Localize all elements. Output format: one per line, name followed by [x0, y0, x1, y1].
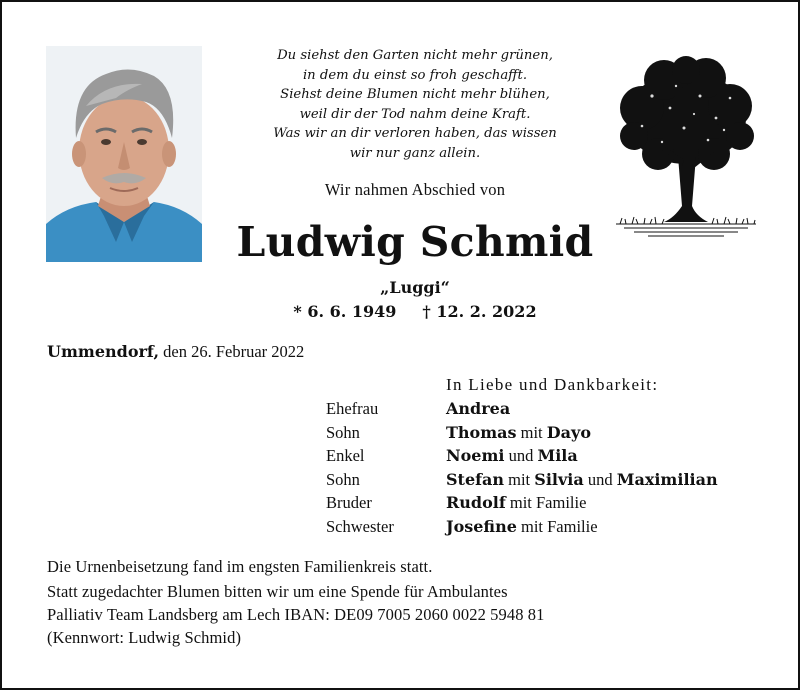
poem-line: Siehst deine Blumen nicht mehr blühen, [280, 87, 550, 102]
place-date [47, 342, 304, 362]
family-relation: Enkel [326, 446, 365, 465]
burial-note: Die Urnenbeisetzung fand im engsten Familienkreis statt. [47, 557, 433, 576]
poem-line: weil dir der Tod nahm deine Kraft. [299, 106, 531, 122]
family-relation: Bruder [326, 493, 372, 512]
family-connector: mit Familie [516, 516, 598, 536]
family-member-name: Thomas [446, 422, 517, 442]
deceased-name: Ludwig Schmid [236, 218, 594, 266]
poem-line: in dem du einst so froh geschafft. [302, 67, 528, 83]
family-member-name: Rudolf [446, 493, 506, 512]
family-member-name: Stefan [446, 469, 505, 489]
family-names [446, 491, 586, 515]
family-connector: mit [504, 469, 535, 489]
portrait-photo [46, 46, 202, 262]
portrait-image [46, 46, 202, 262]
family-names [446, 397, 510, 421]
family-connector: mit [516, 422, 547, 442]
family-member-name: Mila [537, 446, 578, 465]
death-date: † 12. 2. 2022 [422, 302, 537, 321]
birth-date: * 6. 6. 1949 [293, 302, 397, 321]
poem-line: Was wir an dir verloren haben, das wissen [273, 126, 557, 141]
family-member-name: Noemi [446, 446, 505, 465]
family-names [446, 468, 718, 492]
family-names [446, 515, 598, 539]
family-member-name: Silvia [534, 469, 584, 489]
thanks-heading: In Liebe und Dankbarkeit: [446, 375, 659, 394]
tree-icon [612, 56, 760, 246]
poem-line: wir nur ganz allein. [349, 145, 481, 161]
tree-graphic [612, 56, 760, 246]
family-member-name: Josefine [446, 516, 517, 536]
family-member-name: Dayo [546, 422, 591, 442]
nickname: „Luggi“ [380, 278, 450, 297]
donation-note [47, 580, 544, 649]
life-dates [215, 302, 615, 321]
place-date-text: den 26. Februar 2022 [163, 342, 305, 361]
donation-line: (Kennwort: Ludwig Schmid) [47, 628, 242, 647]
family-relation: Schwester [326, 516, 394, 536]
family-connector: und [583, 469, 617, 489]
donation-line: Palliativ Team Landsberg am Lech IBAN: DE09 7005 2060 0022 5948 81 [47, 605, 545, 624]
place-town: Ummendorf, [47, 342, 160, 361]
family-names [446, 444, 578, 468]
family-member-name: Maximilian [616, 469, 718, 489]
donation-line: Statt zugedachter Blumen bitten wir um eine Spende für Ambulantes [47, 582, 508, 601]
poem [215, 46, 615, 163]
family-connector: mit Familie [505, 493, 587, 512]
family-relation: Ehefrau [326, 399, 379, 418]
intro-text: Wir nahmen Abschied von [324, 180, 506, 199]
family-connector: und [504, 446, 538, 465]
family-names [446, 421, 591, 445]
poem-line: Du siehst den Garten nicht mehr grünen, [277, 48, 553, 63]
family-relation: Sohn [326, 422, 360, 442]
family-relation: Sohn [326, 469, 360, 489]
family-member-name: Andrea [446, 399, 511, 418]
